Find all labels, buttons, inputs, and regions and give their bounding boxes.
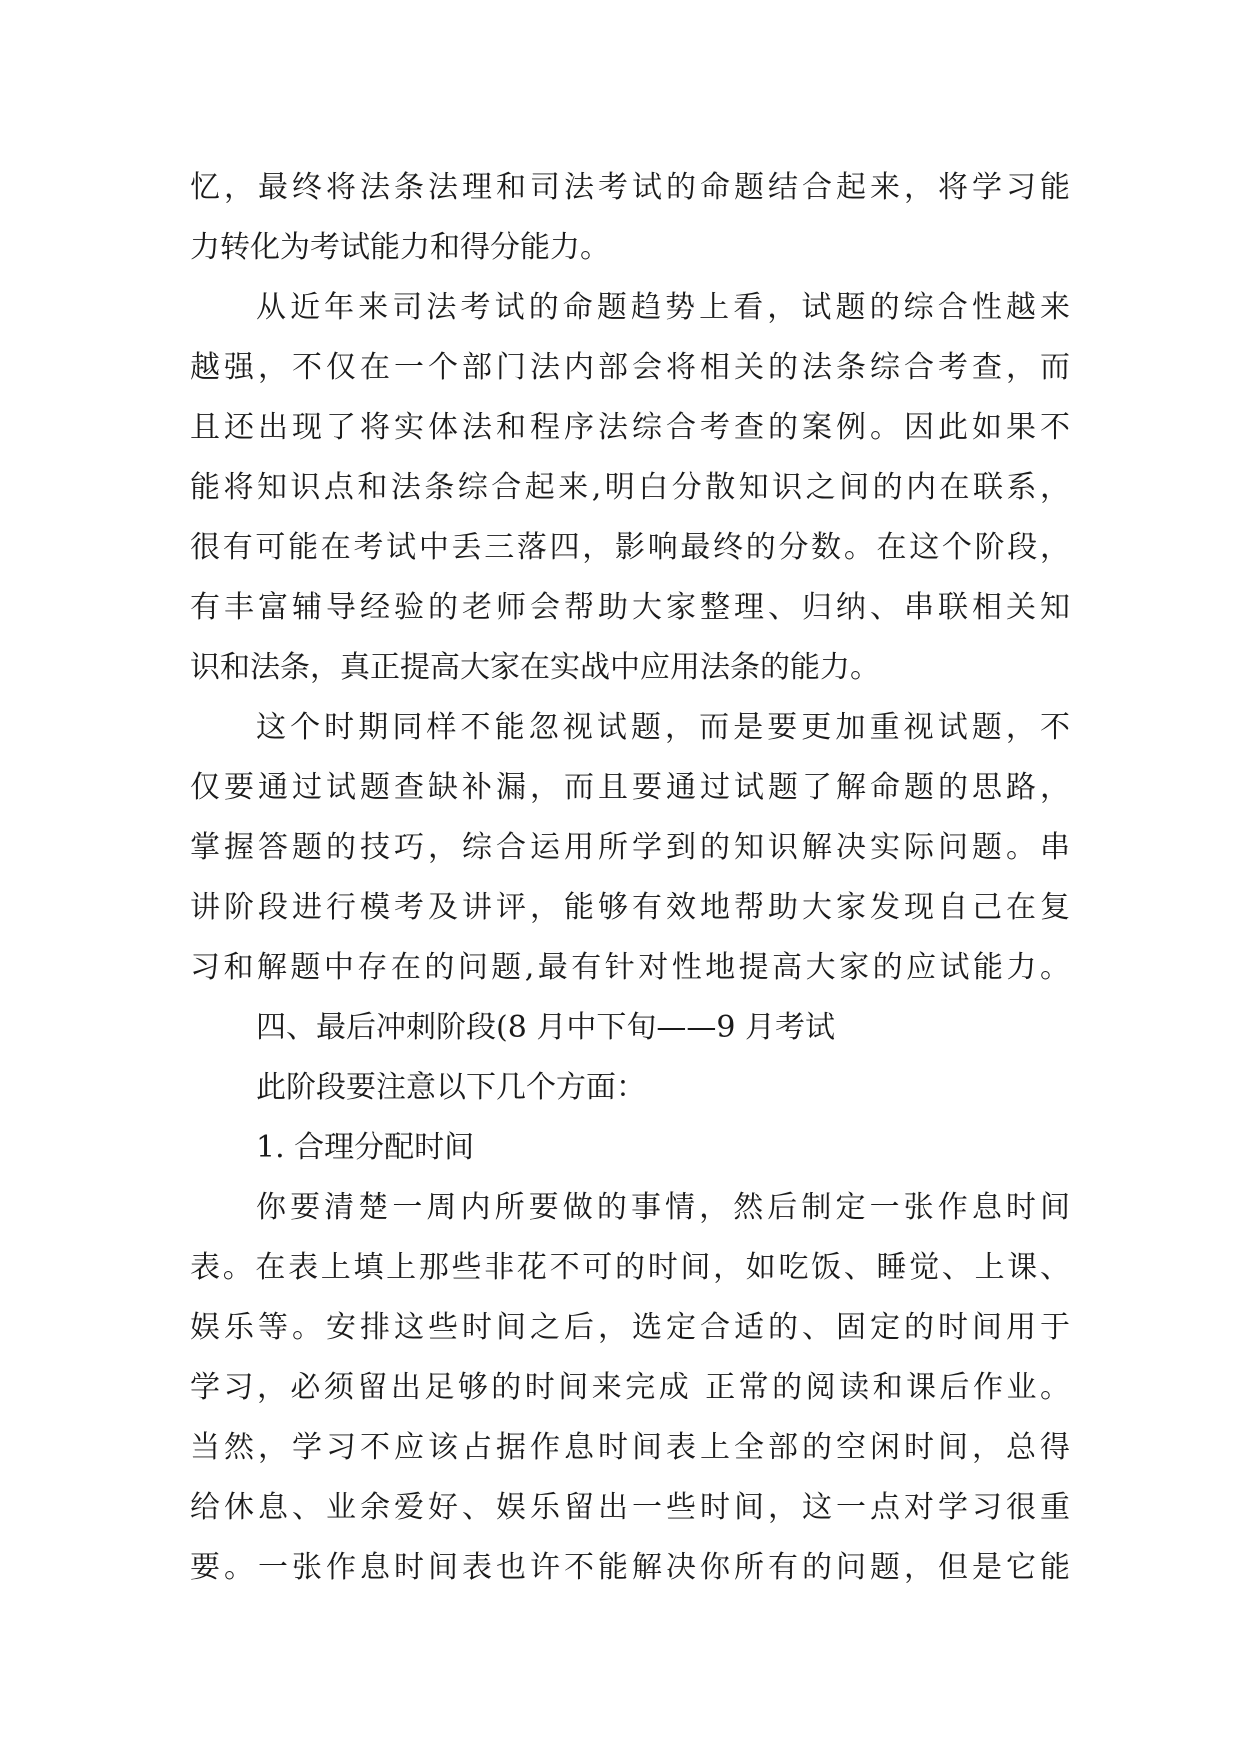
text-line: 要。一张作息时间表也许不能解决你所有的问题，但是它能 xyxy=(190,1550,1070,1585)
text-line: 力转化为考试能力和得分能力。 xyxy=(190,230,610,265)
text-line: 能将知识点和法条综合起来,明白分散知识之间的内在联系， xyxy=(190,470,1070,505)
text-line: 掌握答题的技巧，综合运用所学到的知识解决实际问题。串 xyxy=(190,830,1070,865)
text-line: 学习，必须留出足够的时间来完成 正常的阅读和课后作业。 xyxy=(190,1370,1070,1405)
text-line: 当然，学习不应该占据作息时间表上全部的空闲时间，总得 xyxy=(190,1430,1070,1465)
text-line: 讲阶段进行模考及讲评，能够有效地帮助大家发现自己在复 xyxy=(190,890,1070,925)
text-line: 娱乐等。安排这些时间之后，选定合适的、固定的时间用于 xyxy=(190,1310,1070,1345)
body-text xyxy=(190,158,1070,1598)
text-line: 1. 合理分配时间 xyxy=(256,1130,475,1165)
text-line: 从近年来司法考试的命题趋势上看，试题的综合性越来 xyxy=(256,290,1070,325)
text-line: 识和法条，真正提高大家在实战中应用法条的能力。 xyxy=(190,650,880,685)
text-line: 表。在表上填上那些非花不可的时间，如吃饭、睡觉、上课、 xyxy=(190,1250,1070,1285)
text-line: 有丰富辅导经验的老师会帮助大家整理、归纳、串联相关知 xyxy=(190,590,1070,625)
text-line: 习和解题中存在的问题,最有针对性地提高大家的应试能力。 xyxy=(190,950,1070,985)
text-line: 仅要通过试题查缺补漏，而且要通过试题了解命题的思路， xyxy=(190,770,1070,805)
text-line: 越强，不仅在一个部门法内部会将相关的法条综合考查，而 xyxy=(190,350,1070,385)
text-line: 你要清楚一周内所要做的事情，然后制定一张作息时间 xyxy=(256,1190,1070,1225)
text-line: 四、最后冲刺阶段(8 月中下旬——9 月考试 xyxy=(256,1010,835,1045)
text-line: 忆，最终将法条法理和司法考试的命题结合起来，将学习能 xyxy=(190,170,1070,205)
text-line: 且还出现了将实体法和程序法综合考查的案例。因此如果不 xyxy=(190,410,1070,445)
text-line: 此阶段要注意以下几个方面： xyxy=(256,1070,646,1105)
text-line: 很有可能在考试中丢三落四，影响最终的分数。在这个阶段， xyxy=(190,530,1070,565)
text-line: 这个时期同样不能忽视试题，而是要更加重视试题，不 xyxy=(256,710,1070,745)
text-line: 给休息、业余爱好、娱乐留出一些时间，这一点对学习很重 xyxy=(190,1490,1070,1525)
